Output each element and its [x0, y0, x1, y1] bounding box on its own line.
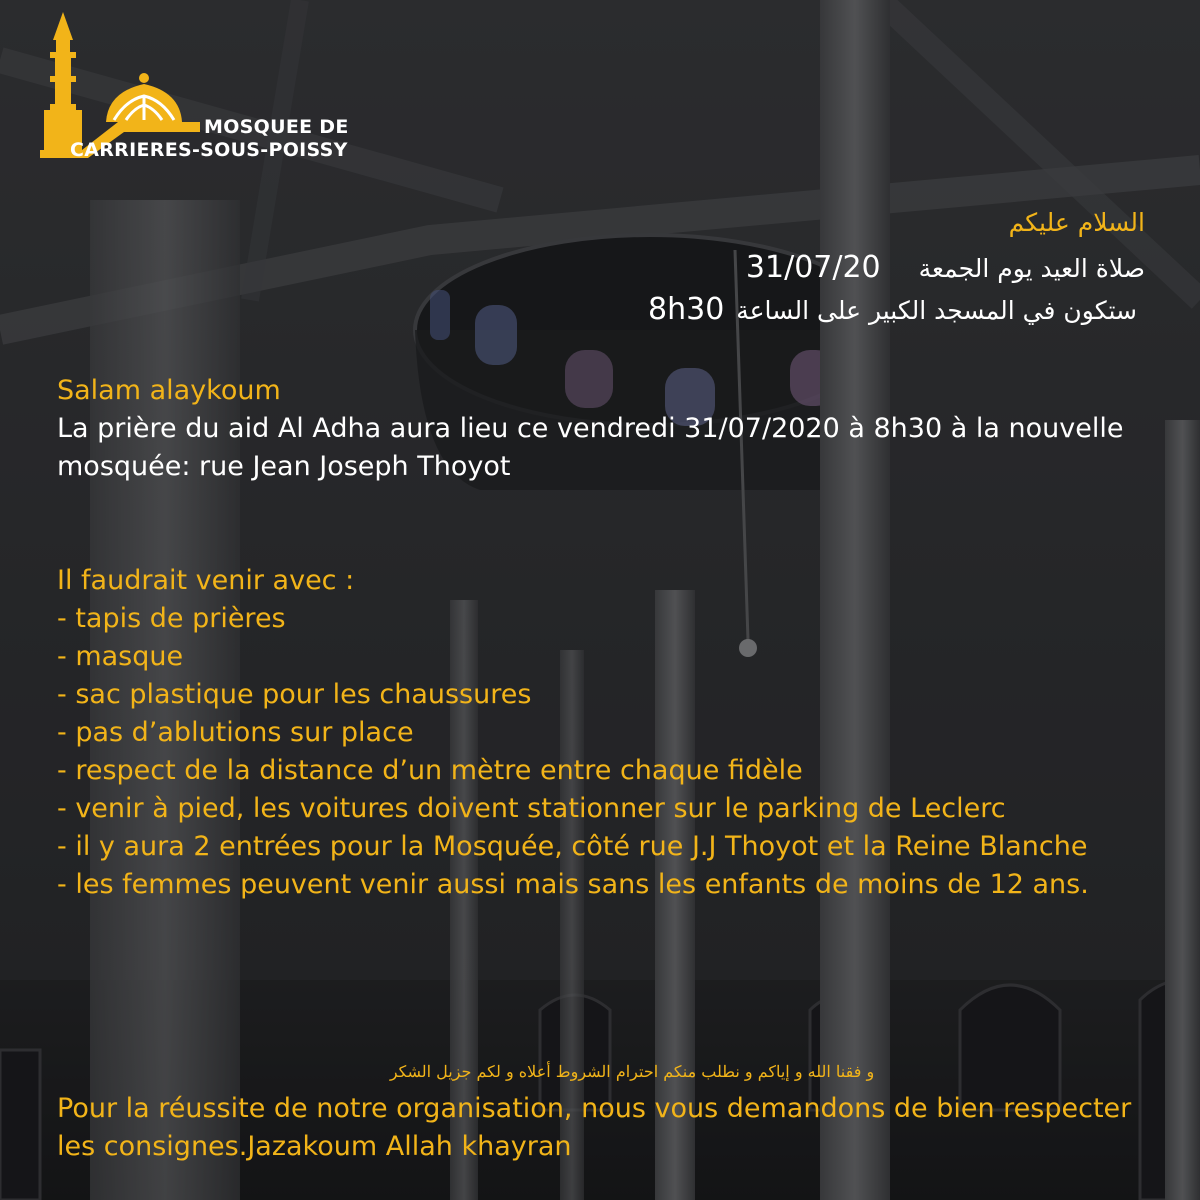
french-info: La prière du aid Al Adha aura lieu ce vendredi 31/07/2020 à 8h30 à la nouvelle mosquée: rue Jean Joseph Thoyot — [57, 413, 1124, 482]
list-intro: Il faudrait venir avec : — [57, 565, 355, 596]
list-item: - venir à pied, les voitures doivent stationner sur le parking de Leclerc — [57, 793, 1006, 824]
list-item: - respect de la distance d’un mètre entre chaque fidèle — [57, 755, 803, 786]
list-item: - les femmes peuvent venir aussi mais sans les enfants de moins de 12 ans. — [57, 869, 1089, 900]
prayer-time: 8h30 — [648, 292, 725, 327]
list-item: - pas d’ablutions sur place — [57, 717, 414, 748]
arabic-footer: و فقنا الله و إياكم و نطلب منكم احترام الشروط أعلاه و لكم جزيل الشكر — [389, 1062, 875, 1081]
list-item: - sac plastique pour les chaussures — [57, 679, 532, 710]
list-item: - tapis de prières — [57, 603, 286, 634]
french-footer: Pour la réussite de notre organisation, nous vous demandons de bien respecter les consignes.Jazakoum Allah khayran — [57, 1093, 1132, 1162]
arabic-greeting: السلام عليكم — [1008, 208, 1145, 237]
logo-title-line1: MOSQUEE DE — [204, 116, 349, 138]
arabic-prayer-line — [742, 250, 1145, 285]
list-item: - masque — [57, 641, 184, 672]
arabic-location-label: ستكون في المسجد الكبير على الساعة — [736, 296, 1137, 325]
prayer-date: 31/07/20 — [745, 250, 881, 285]
arabic-prayer-label: صلاة العيد يوم الجمعة — [918, 254, 1145, 283]
logo-title-line2: CARRIERES-SOUS-POISSY — [70, 139, 348, 161]
requirements-list — [57, 562, 1157, 904]
french-greeting: Salam alaykoum — [57, 375, 281, 406]
arabic-location-line — [644, 292, 1137, 327]
list-item: - il y aura 2 entrées pour la Mosquée, côté rue J.J Thoyot et la Reine Blanche — [57, 831, 1088, 862]
